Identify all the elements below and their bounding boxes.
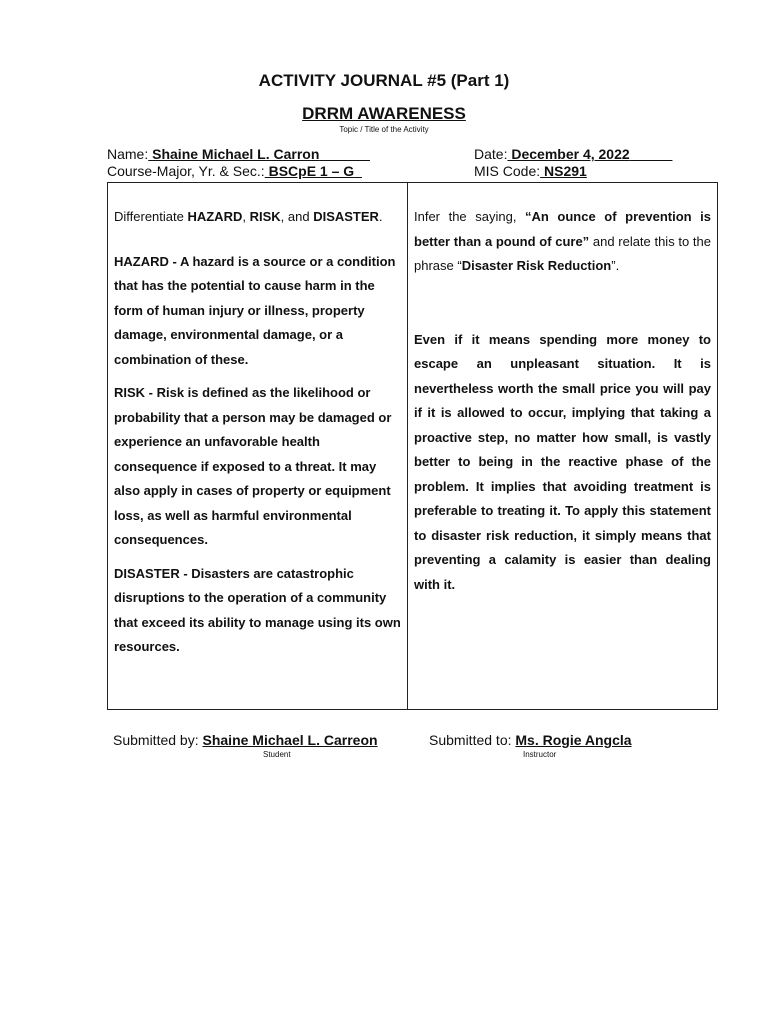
mis-value: NS291 <box>540 163 587 179</box>
saying-answer: Even if it means spending more money to escape an unpleasant situation. It is nevertheless worth the small price you will pay if it is allowed to occur, implying that taking a proactive step, no matter how small, is vastly better to being in the reactive phase of the problem. It implies that avoiding treatment is preferable to treating it. To apply this statement to disaster risk reduction, it simply means that preventing a calamity is easier than dealing with it. <box>414 331 711 592</box>
hazard-definition: HAZARD - A hazard is a source or a condition that has the potential to cause harm in the form of human injury or illness, property damage, environmental damage, or a combination of these. <box>114 253 396 367</box>
name-field <box>107 146 370 163</box>
submitted-to-label: Submitted to: <box>429 732 516 748</box>
mis-label: MIS Code: <box>474 163 541 179</box>
submitted-by <box>113 732 378 748</box>
risk-definition: RISK - Risk is defined as the likelihood or probability that a person may be damaged or experience an unfavorable health consequence if exposed to a threat. It may also apply in cases of property or equipment loss, as well as harmful environmental consequences. <box>114 385 392 547</box>
name-label: Name: <box>107 146 149 162</box>
course-label: Course-Major, Yr. & Sec.: <box>107 163 265 179</box>
course-value: BSCpE 1 – G <box>264 163 355 179</box>
topic-caption: Topic / Title of the Activity <box>339 125 429 134</box>
student-caption: Student <box>263 750 291 759</box>
course-underline <box>354 163 362 179</box>
date-underline <box>630 146 673 162</box>
date-label: Date: <box>474 146 508 162</box>
journal-table <box>107 182 718 710</box>
left-prompt: Differentiate HAZARD, RISK, and DISASTER. <box>114 209 383 224</box>
date-value: December 4, 2022 <box>507 146 630 162</box>
left-column <box>108 183 408 709</box>
right-prompt: Infer the saying, “An ounce of prevention is better than a pound of cure” and relate this to the phrase “Disaster Risk Reduction”. <box>414 209 711 273</box>
name-underline <box>319 146 370 162</box>
name-value: Shaine Michael L. Carron <box>148 146 320 162</box>
disaster-definition: DISASTER - Disasters are catastrophic disruptions to the operation of a community that exceed its ability to manage using its own resources. <box>114 565 401 654</box>
journal-title: ACTIVITY JOURNAL #5 (Part 1) <box>258 71 510 90</box>
topic-title: DRRM AWARENESS <box>302 104 466 123</box>
submitted-to <box>429 732 632 748</box>
date-field <box>474 146 672 163</box>
course-field <box>107 163 362 180</box>
submitted-by-value: Shaine Michael L. Carreon <box>202 732 378 748</box>
submitted-to-value: Ms. Rogie Angcla <box>515 732 632 748</box>
submitted-by-label: Submitted by: <box>113 732 203 748</box>
instructor-caption: Instructor <box>523 750 557 759</box>
mis-field <box>474 163 587 180</box>
right-column <box>408 183 717 709</box>
